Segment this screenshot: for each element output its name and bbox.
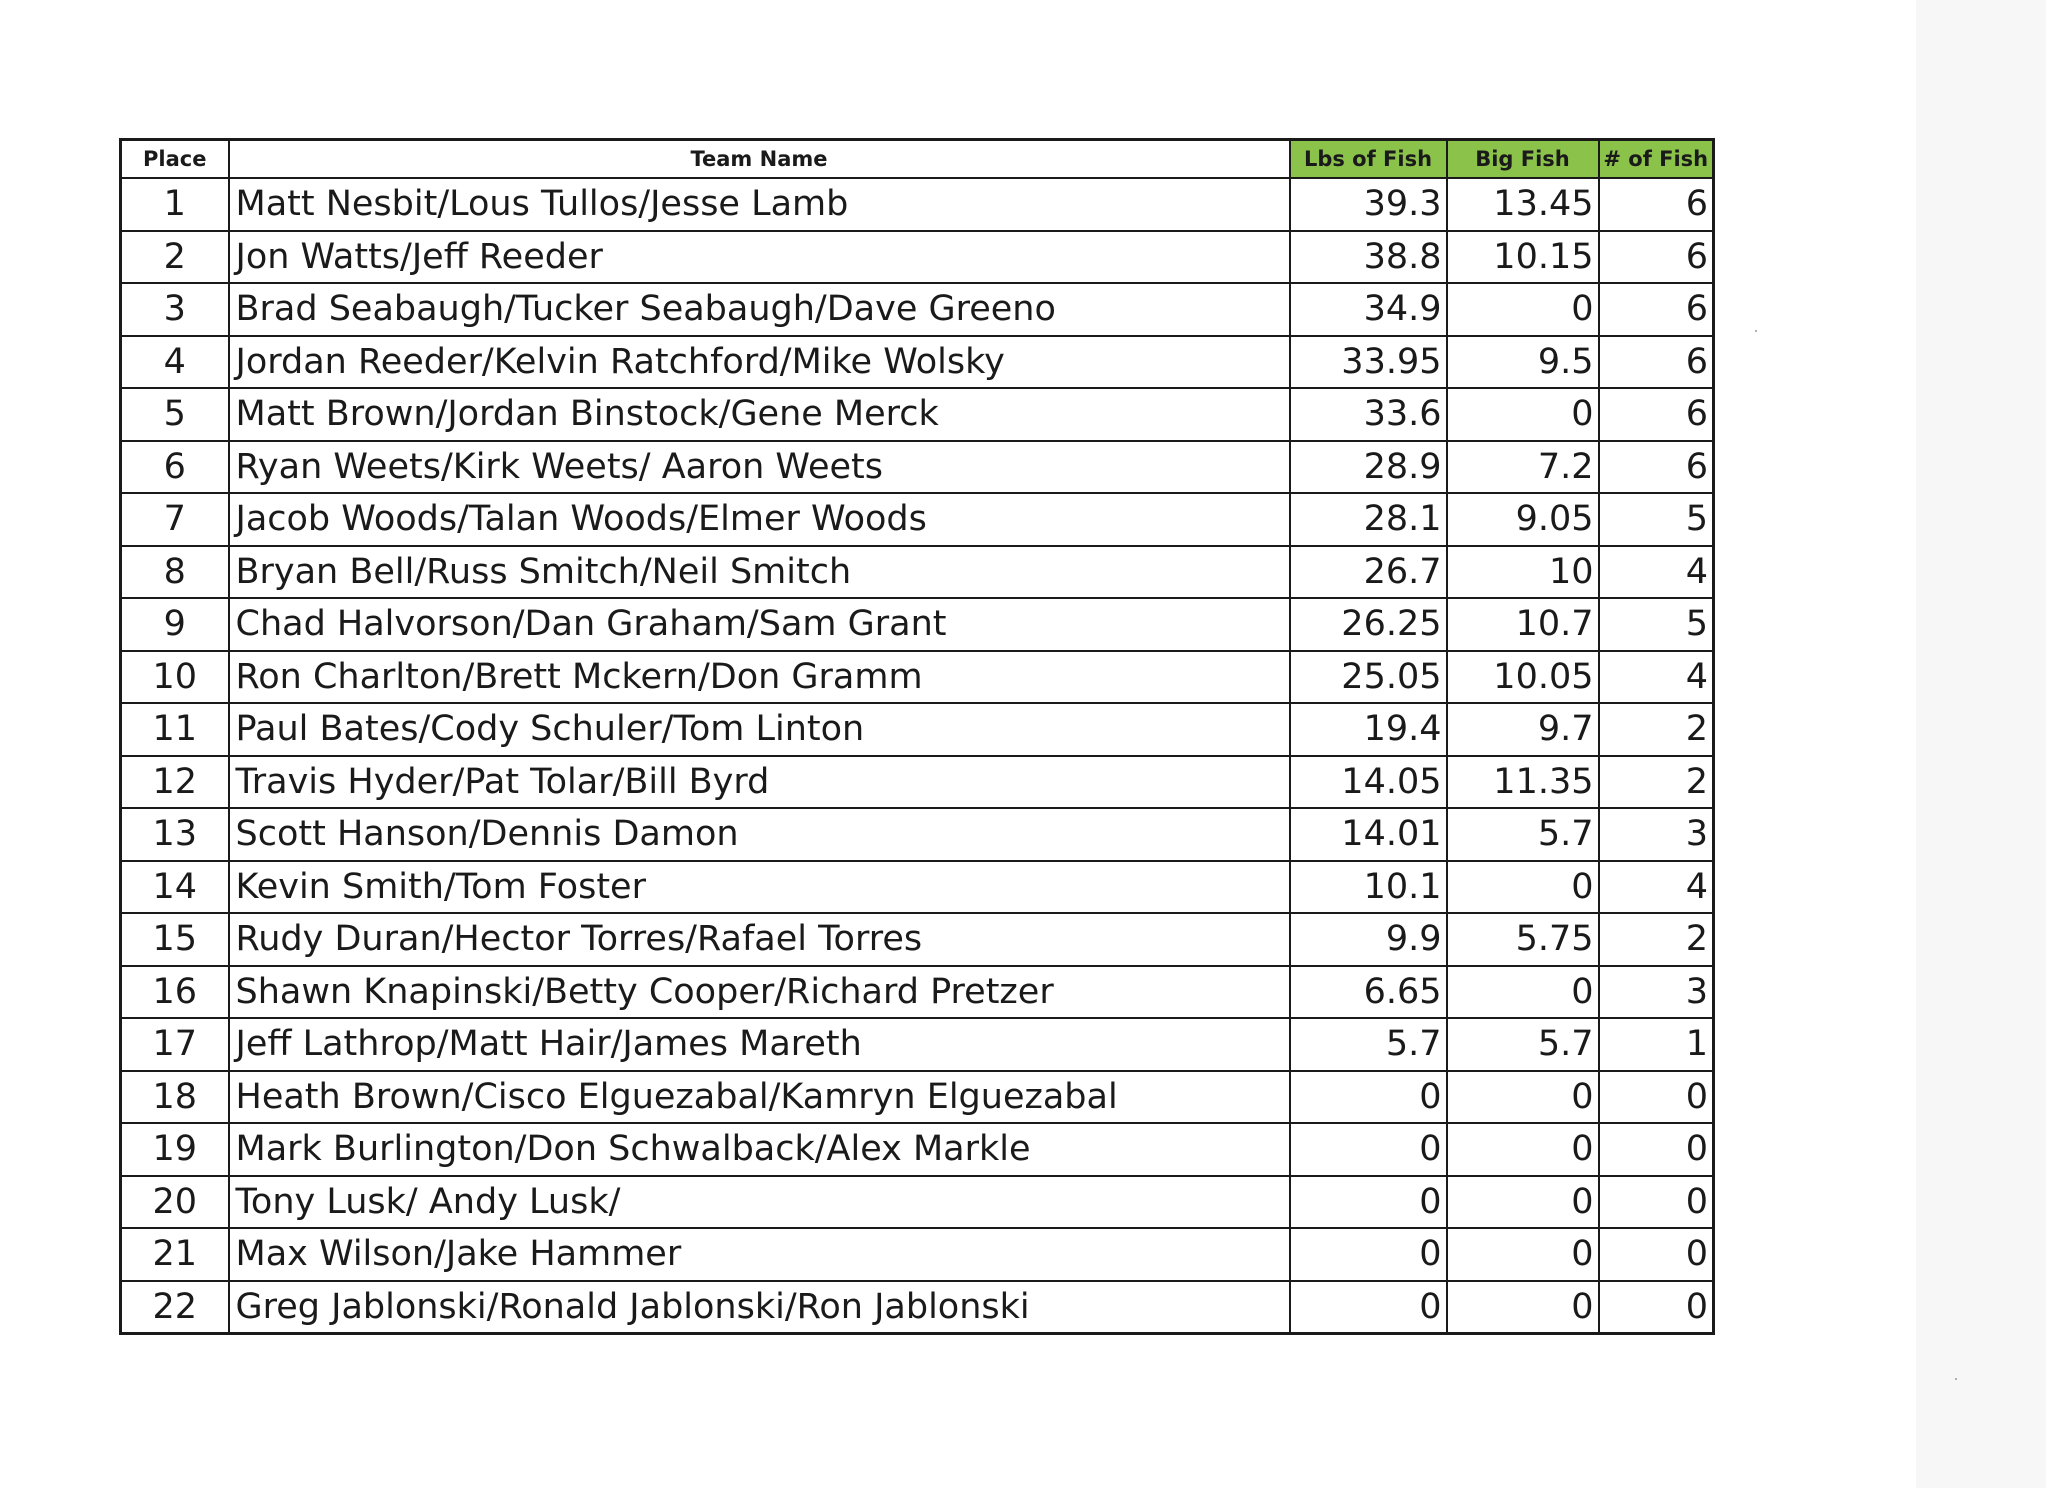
cell-lbs-of-fish: 39.3 — [1290, 178, 1447, 231]
table-row — [121, 178, 1714, 231]
cell-lbs-of-fish: 0 — [1290, 1281, 1447, 1334]
cell-number-of-fish: 1 — [1599, 1018, 1714, 1071]
table-row — [121, 966, 1714, 1019]
cell-place: 10 — [121, 651, 229, 704]
table-row — [121, 336, 1714, 389]
cell-number-of-fish: 4 — [1599, 651, 1714, 704]
table-row — [121, 493, 1714, 546]
cell-team-name: Max Wilson/Jake Hammer — [229, 1228, 1290, 1281]
cell-place: 2 — [121, 231, 229, 284]
cell-big-fish: 0 — [1447, 966, 1599, 1019]
cell-lbs-of-fish: 0 — [1290, 1228, 1447, 1281]
table-row — [121, 231, 1714, 284]
table-row — [121, 1071, 1714, 1124]
cell-team-name: Travis Hyder/Pat Tolar/Bill Byrd — [229, 756, 1290, 809]
cell-lbs-of-fish: 0 — [1290, 1071, 1447, 1124]
table-row — [121, 1176, 1714, 1229]
cell-place: 21 — [121, 1228, 229, 1281]
cell-place: 15 — [121, 913, 229, 966]
cell-place: 4 — [121, 336, 229, 389]
cell-team-name: Jon Watts/Jeff Reeder — [229, 231, 1290, 284]
cell-team-name: Kevin Smith/Tom Foster — [229, 861, 1290, 914]
cell-big-fish: 10.05 — [1447, 651, 1599, 704]
cell-lbs-of-fish: 28.9 — [1290, 441, 1447, 494]
cell-lbs-of-fish: 38.8 — [1290, 231, 1447, 284]
cell-number-of-fish: 0 — [1599, 1071, 1714, 1124]
cell-big-fish: 0 — [1447, 388, 1599, 441]
cell-big-fish: 0 — [1447, 283, 1599, 336]
cell-number-of-fish: 4 — [1599, 861, 1714, 914]
cell-lbs-of-fish: 26.7 — [1290, 546, 1447, 599]
cell-number-of-fish: 5 — [1599, 493, 1714, 546]
cell-big-fish: 10 — [1447, 546, 1599, 599]
cell-place: 7 — [121, 493, 229, 546]
cell-lbs-of-fish: 19.4 — [1290, 703, 1447, 756]
cell-lbs-of-fish: 0 — [1290, 1123, 1447, 1176]
table-row — [121, 388, 1714, 441]
table-row — [121, 1123, 1714, 1176]
header-team-name: Team Name — [229, 140, 1290, 179]
cell-team-name: Mark Burlington/Don Schwalback/Alex Markle — [229, 1123, 1290, 1176]
cell-place: 13 — [121, 808, 229, 861]
cell-big-fish: 0 — [1447, 1123, 1599, 1176]
cell-team-name: Ron Charlton/Brett Mckern/Don Gramm — [229, 651, 1290, 704]
table-row — [121, 861, 1714, 914]
cell-big-fish: 0 — [1447, 1071, 1599, 1124]
cell-place: 22 — [121, 1281, 229, 1334]
cell-place: 14 — [121, 861, 229, 914]
scan-speck — [1955, 1378, 1957, 1380]
cell-team-name: Jordan Reeder/Kelvin Ratchford/Mike Wolsky — [229, 336, 1290, 389]
cell-place: 6 — [121, 441, 229, 494]
cell-number-of-fish: 6 — [1599, 336, 1714, 389]
cell-lbs-of-fish: 9.9 — [1290, 913, 1447, 966]
cell-number-of-fish: 4 — [1599, 546, 1714, 599]
table-row — [121, 703, 1714, 756]
cell-place: 12 — [121, 756, 229, 809]
cell-team-name: Brad Seabaugh/Tucker Seabaugh/Dave Greeno — [229, 283, 1290, 336]
cell-place: 11 — [121, 703, 229, 756]
table-row — [121, 1228, 1714, 1281]
cell-lbs-of-fish: 33.6 — [1290, 388, 1447, 441]
cell-lbs-of-fish: 0 — [1290, 1176, 1447, 1229]
cell-team-name: Shawn Knapinski/Betty Cooper/Richard Pretzer — [229, 966, 1290, 1019]
cell-team-name: Jeff Lathrop/Matt Hair/James Mareth — [229, 1018, 1290, 1071]
cell-team-name: Paul Bates/Cody Schuler/Tom Linton — [229, 703, 1290, 756]
cell-lbs-of-fish: 6.65 — [1290, 966, 1447, 1019]
cell-team-name: Rudy Duran/Hector Torres/Rafael Torres — [229, 913, 1290, 966]
header-row — [121, 140, 1714, 179]
table-row — [121, 913, 1714, 966]
table-row — [121, 756, 1714, 809]
cell-number-of-fish: 0 — [1599, 1123, 1714, 1176]
cell-team-name: Heath Brown/Cisco Elguezabal/Kamryn Elguezabal — [229, 1071, 1290, 1124]
cell-number-of-fish: 5 — [1599, 598, 1714, 651]
cell-lbs-of-fish: 5.7 — [1290, 1018, 1447, 1071]
cell-place: 16 — [121, 966, 229, 1019]
cell-place: 9 — [121, 598, 229, 651]
cell-big-fish: 7.2 — [1447, 441, 1599, 494]
cell-number-of-fish: 0 — [1599, 1176, 1714, 1229]
cell-lbs-of-fish: 34.9 — [1290, 283, 1447, 336]
cell-place: 17 — [121, 1018, 229, 1071]
cell-place: 5 — [121, 388, 229, 441]
cell-place: 8 — [121, 546, 229, 599]
cell-big-fish: 0 — [1447, 861, 1599, 914]
cell-lbs-of-fish: 26.25 — [1290, 598, 1447, 651]
cell-number-of-fish: 6 — [1599, 283, 1714, 336]
table-row — [121, 1281, 1714, 1334]
cell-big-fish: 0 — [1447, 1176, 1599, 1229]
cell-big-fish: 5.7 — [1447, 808, 1599, 861]
cell-big-fish: 11.35 — [1447, 756, 1599, 809]
cell-number-of-fish: 3 — [1599, 966, 1714, 1019]
cell-place: 1 — [121, 178, 229, 231]
scan-speck — [1755, 330, 1757, 332]
cell-number-of-fish: 6 — [1599, 388, 1714, 441]
cell-big-fish: 5.75 — [1447, 913, 1599, 966]
cell-team-name: Chad Halvorson/Dan Graham/Sam Grant — [229, 598, 1290, 651]
cell-team-name: Matt Brown/Jordan Binstock/Gene Merck — [229, 388, 1290, 441]
table-row — [121, 283, 1714, 336]
cell-big-fish: 13.45 — [1447, 178, 1599, 231]
cell-number-of-fish: 6 — [1599, 231, 1714, 284]
header-lbs-of-fish: Lbs of Fish — [1290, 140, 1447, 179]
cell-team-name: Jacob Woods/Talan Woods/Elmer Woods — [229, 493, 1290, 546]
cell-place: 19 — [121, 1123, 229, 1176]
cell-big-fish: 9.05 — [1447, 493, 1599, 546]
cell-big-fish: 0 — [1447, 1281, 1599, 1334]
cell-number-of-fish: 6 — [1599, 178, 1714, 231]
table-row — [121, 546, 1714, 599]
cell-lbs-of-fish: 25.05 — [1290, 651, 1447, 704]
cell-big-fish: 10.7 — [1447, 598, 1599, 651]
cell-place: 3 — [121, 283, 229, 336]
cell-big-fish: 5.7 — [1447, 1018, 1599, 1071]
cell-number-of-fish: 2 — [1599, 913, 1714, 966]
header-number-of-fish: # of Fish — [1599, 140, 1714, 179]
cell-number-of-fish: 0 — [1599, 1228, 1714, 1281]
page-edge-shadow — [1916, 0, 2046, 1488]
results-table — [119, 138, 1715, 1335]
cell-big-fish: 9.7 — [1447, 703, 1599, 756]
cell-team-name: Scott Hanson/Dennis Damon — [229, 808, 1290, 861]
cell-number-of-fish: 2 — [1599, 703, 1714, 756]
cell-lbs-of-fish: 33.95 — [1290, 336, 1447, 389]
cell-number-of-fish: 0 — [1599, 1281, 1714, 1334]
cell-team-name: Greg Jablonski/Ronald Jablonski/Ron Jablonski — [229, 1281, 1290, 1334]
header-place: Place — [121, 140, 229, 179]
cell-team-name: Matt Nesbit/Lous Tullos/Jesse Lamb — [229, 178, 1290, 231]
cell-team-name: Ryan Weets/Kirk Weets/ Aaron Weets — [229, 441, 1290, 494]
cell-place: 18 — [121, 1071, 229, 1124]
cell-team-name: Bryan Bell/Russ Smitch/Neil Smitch — [229, 546, 1290, 599]
cell-place: 20 — [121, 1176, 229, 1229]
cell-big-fish: 0 — [1447, 1228, 1599, 1281]
cell-lbs-of-fish: 14.05 — [1290, 756, 1447, 809]
table-row — [121, 441, 1714, 494]
cell-team-name: Tony Lusk/ Andy Lusk/ — [229, 1176, 1290, 1229]
cell-lbs-of-fish: 14.01 — [1290, 808, 1447, 861]
table-row — [121, 808, 1714, 861]
cell-number-of-fish: 2 — [1599, 756, 1714, 809]
cell-big-fish: 10.15 — [1447, 231, 1599, 284]
cell-big-fish: 9.5 — [1447, 336, 1599, 389]
results-table-body — [121, 178, 1714, 1334]
header-big-fish: Big Fish — [1447, 140, 1599, 179]
cell-lbs-of-fish: 10.1 — [1290, 861, 1447, 914]
table-row — [121, 1018, 1714, 1071]
cell-number-of-fish: 3 — [1599, 808, 1714, 861]
cell-number-of-fish: 6 — [1599, 441, 1714, 494]
table-row — [121, 598, 1714, 651]
cell-lbs-of-fish: 28.1 — [1290, 493, 1447, 546]
results-table-header — [121, 140, 1714, 179]
table-row — [121, 651, 1714, 704]
